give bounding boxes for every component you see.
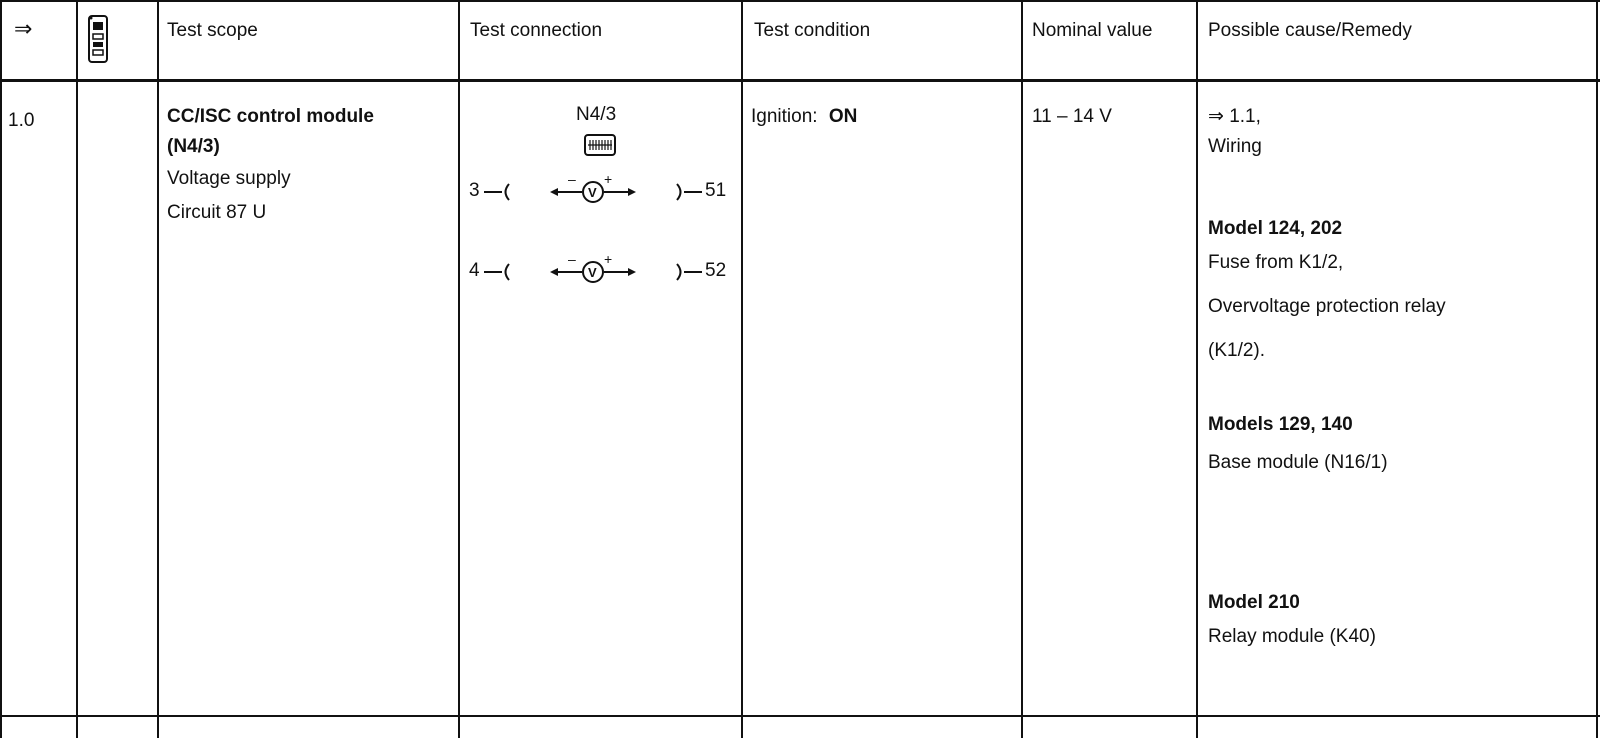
pin-51: 51 [705, 180, 727, 201]
connector-icon [584, 134, 616, 161]
header-test-connection: Test connection [470, 20, 603, 41]
voltmeter-icon [548, 164, 638, 209]
header-possible-cause: Possible cause/Remedy [1208, 20, 1412, 41]
pin-52: 52 [705, 260, 727, 281]
condition-text [751, 102, 857, 132]
cause-model-detail: Fuse from K1/2, [1208, 252, 1344, 273]
column-divider [1196, 0, 1198, 738]
header-divider [0, 79, 1600, 82]
cause-wiring: Wiring [1208, 136, 1262, 157]
step-number: 1.0 [8, 110, 35, 131]
cause-model-detail: Relay module (K40) [1208, 626, 1376, 647]
header-test-scope: Test scope [167, 20, 258, 41]
cause-model-detail: Overvoltage protection relay [1208, 296, 1446, 317]
arrow-header: ⇒ [14, 16, 33, 41]
nominal-value: 11 – 14 V [1032, 106, 1112, 127]
meter-symbol: V [588, 185, 597, 200]
svg-text:–: – [568, 251, 576, 267]
probe-socket-icon [674, 178, 704, 209]
meter-symbol: V [588, 265, 597, 280]
probe-socket-icon [674, 258, 704, 289]
pin-3: 3 [469, 180, 480, 201]
header-nominal-value: Nominal value [1032, 20, 1153, 41]
column-divider [458, 0, 460, 738]
cause-model-heading: Models 129, 140 [1208, 414, 1353, 435]
module-label: N4/3 [576, 104, 617, 125]
cause-reference: ⇒ 1.1, [1208, 106, 1261, 127]
column-divider [76, 0, 78, 738]
cause-model-heading: Model 124, 202 [1208, 218, 1343, 239]
cause-model-heading: Model 210 [1208, 592, 1300, 613]
table-border-left [0, 0, 2, 738]
voltmeter-icon [548, 244, 638, 289]
row-divider [0, 715, 1600, 717]
tester-device-icon [86, 14, 112, 71]
probe-socket-icon [482, 178, 512, 209]
condition-value: ON [828, 106, 858, 127]
scope-voltage-supply: Voltage supply [167, 168, 291, 189]
cause-model-detail: (K1/2). [1208, 340, 1266, 361]
probe-socket-icon [482, 258, 512, 289]
svg-text:+: + [604, 251, 613, 267]
scope-circuit: Circuit 87 U [167, 202, 267, 223]
header-test-condition: Test condition [754, 20, 871, 41]
column-divider [1021, 0, 1023, 738]
table-border-top [0, 0, 1600, 2]
scope-title-line2: (N4/3) [167, 136, 220, 157]
svg-text:+: + [604, 171, 613, 187]
scope-title-line1: CC/ISC control module [167, 106, 374, 127]
condition-label: Ignition: [751, 106, 818, 127]
cause-model-detail: Base module (N16/1) [1208, 452, 1388, 473]
column-divider [741, 0, 743, 738]
table-border-right [1596, 0, 1598, 738]
svg-text:–: – [568, 171, 576, 187]
pin-4: 4 [469, 260, 480, 281]
column-divider [157, 0, 159, 738]
